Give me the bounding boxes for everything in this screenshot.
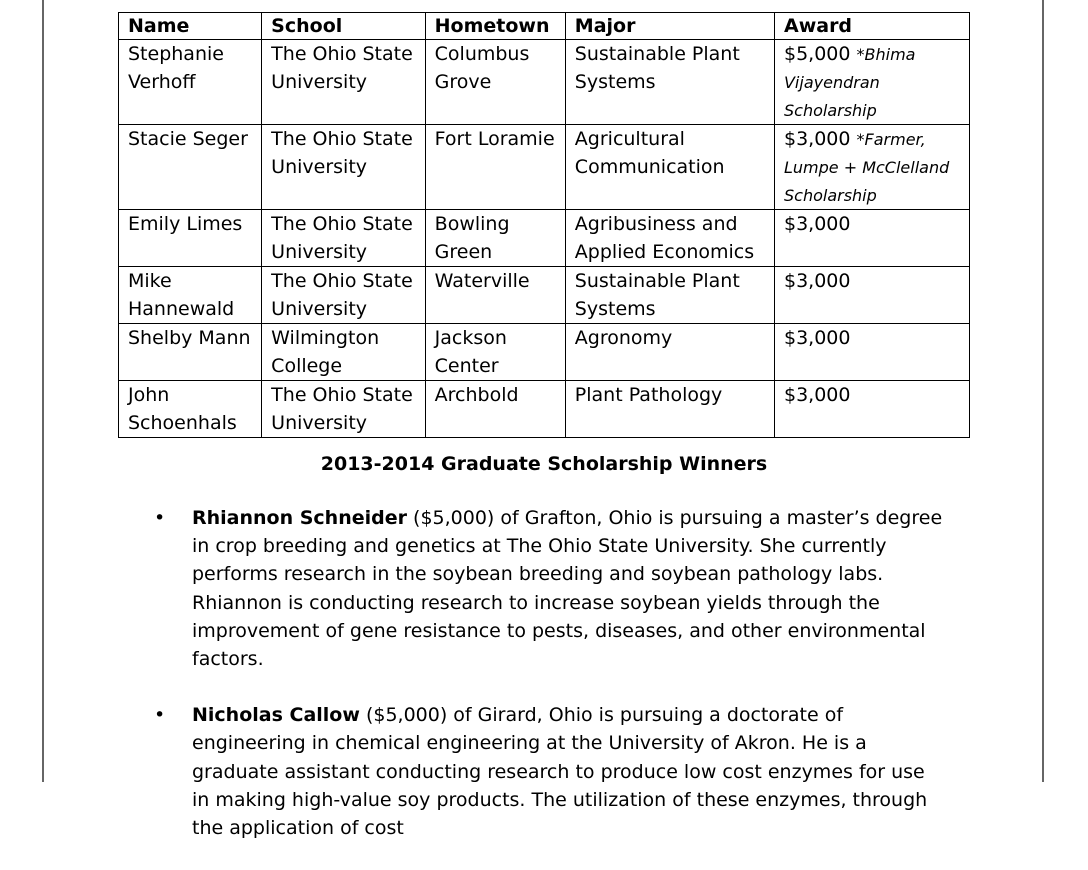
bullet-icon: • <box>154 704 166 727</box>
award-amount: $3,000 <box>783 270 851 292</box>
cell-name: Emily Limes <box>119 210 262 267</box>
cell-name: Stacie Seger <box>119 125 262 210</box>
cell-school: The Ohio State University <box>262 210 425 267</box>
cell-name: Stephanie Verhoff <box>119 40 262 125</box>
cell-award <box>774 40 969 125</box>
award-amount: $3,000 <box>783 384 851 406</box>
header-name: Name <box>119 13 262 40</box>
winner-description: ($5,000) of Grafton, Ohio is pursuing a master’s degree in crop breeding and genetics at The Ohio State University. She currently performs research in the soybean breeding and soybean pathology labs. Rhiannon is conducting research to increase soybean yields through the improvement of gene resistance to pests, diseases, and other environmental factors. <box>192 507 943 671</box>
cell-award <box>774 125 969 210</box>
cell-school: The Ohio State University <box>262 267 425 324</box>
award-note: *Bhima Vijayendran Scholarship <box>783 45 916 120</box>
header-school: School <box>262 13 425 40</box>
cell-hometown: Fort Loramie <box>425 125 565 210</box>
award-amount: $3,000 <box>783 327 851 349</box>
cell-school: Wilmington College <box>262 324 425 381</box>
table-row <box>119 324 970 381</box>
cell-school: The Ohio State University <box>262 381 425 438</box>
award-amount: $5,000 <box>783 43 851 65</box>
cell-name: John Schoenhals <box>119 381 262 438</box>
header-award: Award <box>774 13 969 40</box>
table-row <box>119 381 970 438</box>
cell-major: Sustainable Plant Systems <box>565 267 774 324</box>
winner-description: ($5,000) of Girard, Ohio is pursuing a doctorate of engineering in chemical engineering at the University of Akron. He is a graduate assistant conducting research to produce low cost enzymes for use in making high-value soy products. The utilization of these enzymes, through the application of cost <box>192 704 928 840</box>
cell-name: Mike Hannewald <box>119 267 262 324</box>
cell-major: Sustainable Plant Systems <box>565 40 774 125</box>
section-title: 2013-2014 Graduate Scholarship Winners <box>320 453 768 475</box>
cell-school: The Ohio State University <box>262 125 425 210</box>
award-amount: $3,000 <box>783 213 851 235</box>
cell-award <box>774 381 969 438</box>
cell-award <box>774 210 969 267</box>
list-item <box>154 701 944 842</box>
cell-major: Agricultural Communication <box>565 125 774 210</box>
winner-name: Nicholas Callow <box>192 704 360 727</box>
cell-hometown: Bowling Green <box>425 210 565 267</box>
header-hometown: Hometown <box>425 13 565 40</box>
header-major: Major <box>565 13 774 40</box>
cell-major: Plant Pathology <box>565 381 774 438</box>
winners-list <box>154 504 944 870</box>
cell-school: The Ohio State University <box>262 40 425 125</box>
scholarship-table <box>118 12 970 438</box>
award-amount: $3,000 <box>783 128 851 150</box>
list-item <box>154 504 944 673</box>
cell-major: Agronomy <box>565 324 774 381</box>
table-row <box>119 125 970 210</box>
table-row <box>119 210 970 267</box>
cell-hometown: Waterville <box>425 267 565 324</box>
page-border-left <box>42 0 44 782</box>
cell-name: Shelby Mann <box>119 324 262 381</box>
cell-hometown: Archbold <box>425 381 565 438</box>
bullet-icon: • <box>154 507 166 529</box>
table-row <box>119 40 970 125</box>
cell-hometown: Columbus Grove <box>425 40 565 125</box>
winner-name: Rhiannon Schneider <box>192 507 407 529</box>
cell-hometown: Jackson Center <box>425 324 565 381</box>
cell-award <box>774 267 969 324</box>
table-row <box>119 267 970 324</box>
award-note: *Farmer, Lumpe + McClelland Scholarship <box>783 130 950 205</box>
cell-award <box>774 324 969 381</box>
table-header-row <box>119 13 970 40</box>
page-border-right <box>1042 0 1044 782</box>
cell-major: Agribusiness and Applied Economics <box>565 210 774 267</box>
